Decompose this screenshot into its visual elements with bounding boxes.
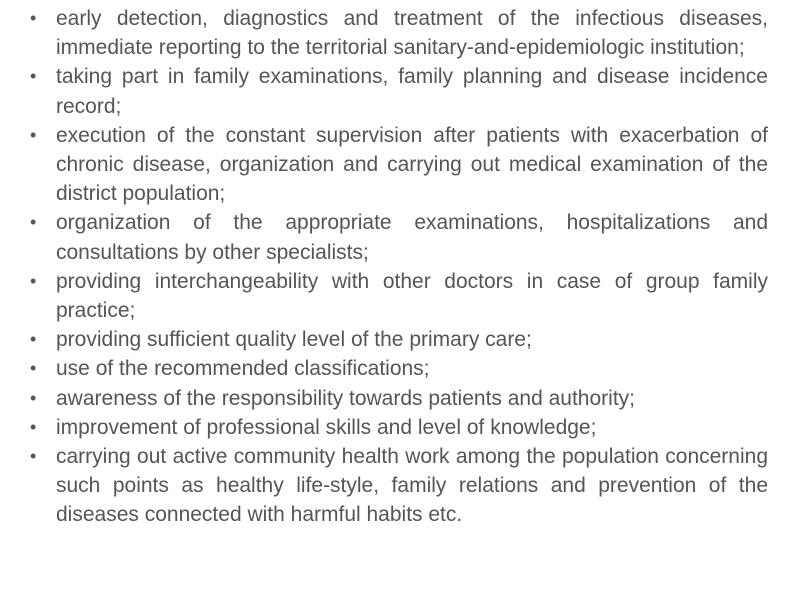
list-item-text: providing interchangeability with other doctors in case of group family practice; [56, 269, 768, 323]
list-item-text: early detection, diagnostics and treatment of the infectious diseases, immediate reporting to the territorial sanitary-and-epidemiologic institution; [56, 7, 768, 60]
list-item [30, 62, 768, 120]
list-item [30, 121, 768, 209]
bullet-icon: • [30, 416, 37, 437]
list-item [30, 4, 768, 62]
bullet-icon: • [30, 358, 37, 379]
bullet-icon: • [30, 66, 37, 87]
bullet-icon: • [30, 446, 37, 467]
list-item [30, 413, 768, 442]
list-item [30, 442, 768, 530]
bullet-icon: • [30, 270, 37, 291]
bullet-icon: • [30, 212, 37, 233]
bullet-icon: • [30, 387, 37, 408]
list-item-text: carrying out active community health work among the population concerning such points as healthy life-style, family relations and prevention of the diseases connected with harmful habits etc. [56, 445, 768, 527]
list-item [30, 325, 768, 354]
bullet-icon: • [30, 124, 37, 145]
list-item [30, 384, 768, 413]
list-item [30, 354, 768, 383]
list-item-text: awareness of the responsibility towards patients and authority; [56, 386, 635, 410]
duties-bullet-list [30, 4, 768, 530]
list-item-text: improvement of professional skills and level of knowledge; [56, 415, 597, 439]
list-item-text: use of the recommended classifications; [56, 357, 430, 381]
list-item [30, 267, 768, 325]
bullet-icon: • [30, 329, 37, 350]
list-item-text: providing sufficient quality level of the primary care; [56, 328, 532, 352]
bullet-icon: • [30, 8, 37, 28]
list-item [30, 208, 768, 266]
list-item-text: organization of the appropriate examinations, hospitalizations and consultations by other specialists; [56, 211, 768, 264]
list-item-text: execution of the constant supervision after patients with exacerbation of chronic disease, organization and carrying out medical examination of the district population; [56, 123, 768, 206]
list-item-text: taking part in family examinations, family planning and disease incidence record; [56, 65, 768, 118]
